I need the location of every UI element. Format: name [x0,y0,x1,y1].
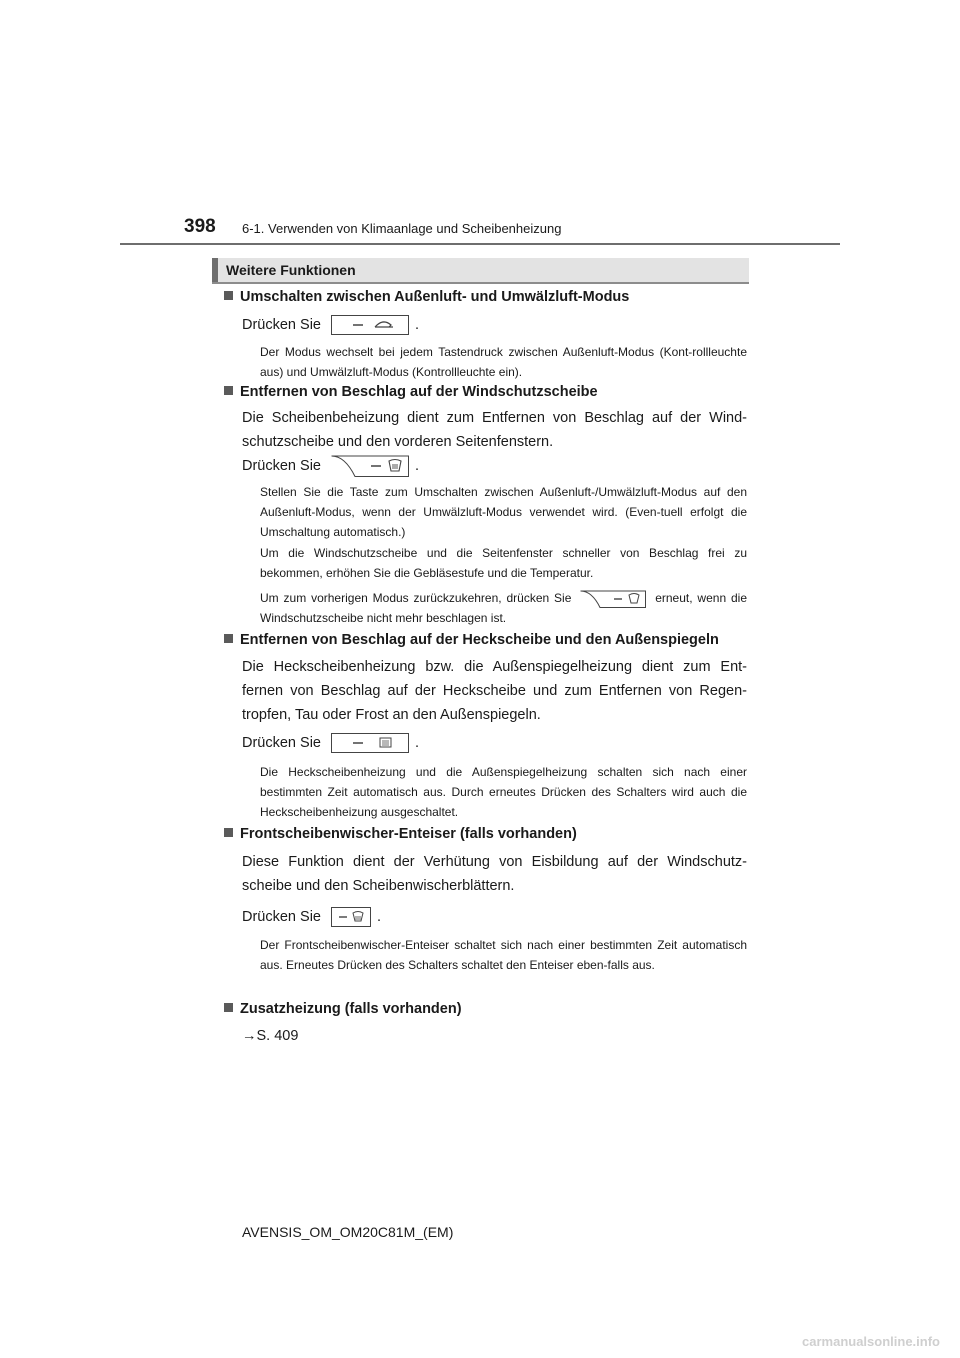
square-bullet-icon [224,291,233,300]
header-rule [120,243,840,245]
square-bullet-icon [224,386,233,395]
note-text: erneut, wenn die Windschutzscheibe nicht mehr beschlagen ist. [260,591,748,625]
heading-text: Entfernen von Beschlag auf der Windschutzscheibe [240,384,598,400]
press-period: . [377,909,382,925]
press-instruction [242,313,419,337]
rear-window-defogger-button-icon [331,733,409,753]
text-windshield-defog: Die Scheibenbeheizung dient zum Entfernen von Beschlag auf der Wind-schutzscheibe und den vorderen Seitenfenstern. [242,410,747,450]
press-text: Drücken Sie [242,458,321,474]
recirculation-button-icon [331,315,409,335]
note-wiper-deicer: Der Frontscheibenwischer-Enteiser schaltet sich nach einer bestimmten Zeit automatisch aus. Erneutes Drücken des Schalters schaltet den Enteiser eben-falls aus. [260,938,747,972]
heading-recirculation [224,289,629,305]
press-text: Drücken Sie [242,735,321,751]
windshield-defogger-button-icon [580,590,646,608]
press-instruction [242,905,381,929]
heading-text: Frontscheibenwischer-Enteiser (falls vorhanden) [240,826,577,842]
note-windshield-2: Um die Windschutzscheibe und die Seitenfenster schneller von Beschlag frei zu bekommen, erhöhen Sie die Gebläsestufe und die Temperatur. [260,546,747,580]
section-bar-accent [212,258,218,282]
page-reference-link[interactable]: →S. 409 [242,1028,299,1044]
heading-text: Umschalten zwischen Außenluft- und Umwälzluft-Modus [240,289,630,305]
heading-aux-heater [224,1001,462,1017]
note-windshield-3 [260,588,747,628]
heading-wiper-deicer [224,826,577,842]
text-rear-defog: Die Heckscheibenheizung bzw. die Außenspiegelheizung dient zum Ent-fernen von Beschlag auf der Heckscheibe und zum Entfernen von Regen-tropfen, Tau oder Frost an den Außenspiegeln. [242,659,747,723]
press-text: Drücken Sie [242,317,321,333]
press-text: Drücken Sie [242,909,321,925]
page-number: 398 [184,216,216,237]
press-instruction [242,731,419,755]
document-code: AVENSIS_OM_OM20C81M_(EM) [242,1224,454,1240]
heading-rear-defog [224,632,719,648]
section-title-bar [212,258,749,284]
square-bullet-icon [224,634,233,643]
press-period: . [415,458,420,474]
heading-text: Zusatzheizung (falls vorhanden) [240,1001,462,1017]
heading-windshield-defog [224,384,598,400]
square-bullet-icon [224,828,233,837]
press-period: . [415,317,420,333]
heading-text: Entfernen von Beschlag auf der Heckscheibe und den Außenspiegeln [240,632,719,648]
text-wiper-deicer: Diese Funktion dient der Verhütung von Eisbildung auf der Windschutz-scheibe und den Scheibenwischerblättern. [242,854,747,894]
note-text: Um zum vorherigen Modus zurückzukehren, drücken Sie [260,591,572,605]
square-bullet-icon [224,1003,233,1012]
press-instruction [242,454,419,478]
chapter-title: 6-1. Verwenden von Klimaanlage und Scheibenheizung [242,221,562,236]
press-period: . [415,735,420,751]
watermark: carmanualsonline.info [802,1334,940,1349]
note-rear-defog: Die Heckscheibenheizung und die Außenspiegelheizung schalten sich nach einer bestimmten Zeit automatisch aus. Durch erneutes Drücken des Schalters wird auch die Heckscheibenheizung ausgeschaltet. [260,765,747,819]
wiper-deicer-button-icon [331,907,371,927]
section-title: Weitere Funktionen [226,262,356,278]
note-recirculation: Der Modus wechselt bei jedem Tastendruck zwischen Außenluft-Modus (Kont-rollleuchte aus) und Umwälzluft-Modus (Kontrollleuchte ein). [260,345,747,379]
windshield-defogger-button-icon [331,455,409,477]
note-windshield-1: Stellen Sie die Taste zum Umschalten zwischen Außenluft-/Umwälzluft-Modus auf den Außenluft-Modus, wenn der Umwälzluft-Modus verwendet wird. (Even-tuell erfolgt die Umschaltung automatisch.) [260,485,747,539]
